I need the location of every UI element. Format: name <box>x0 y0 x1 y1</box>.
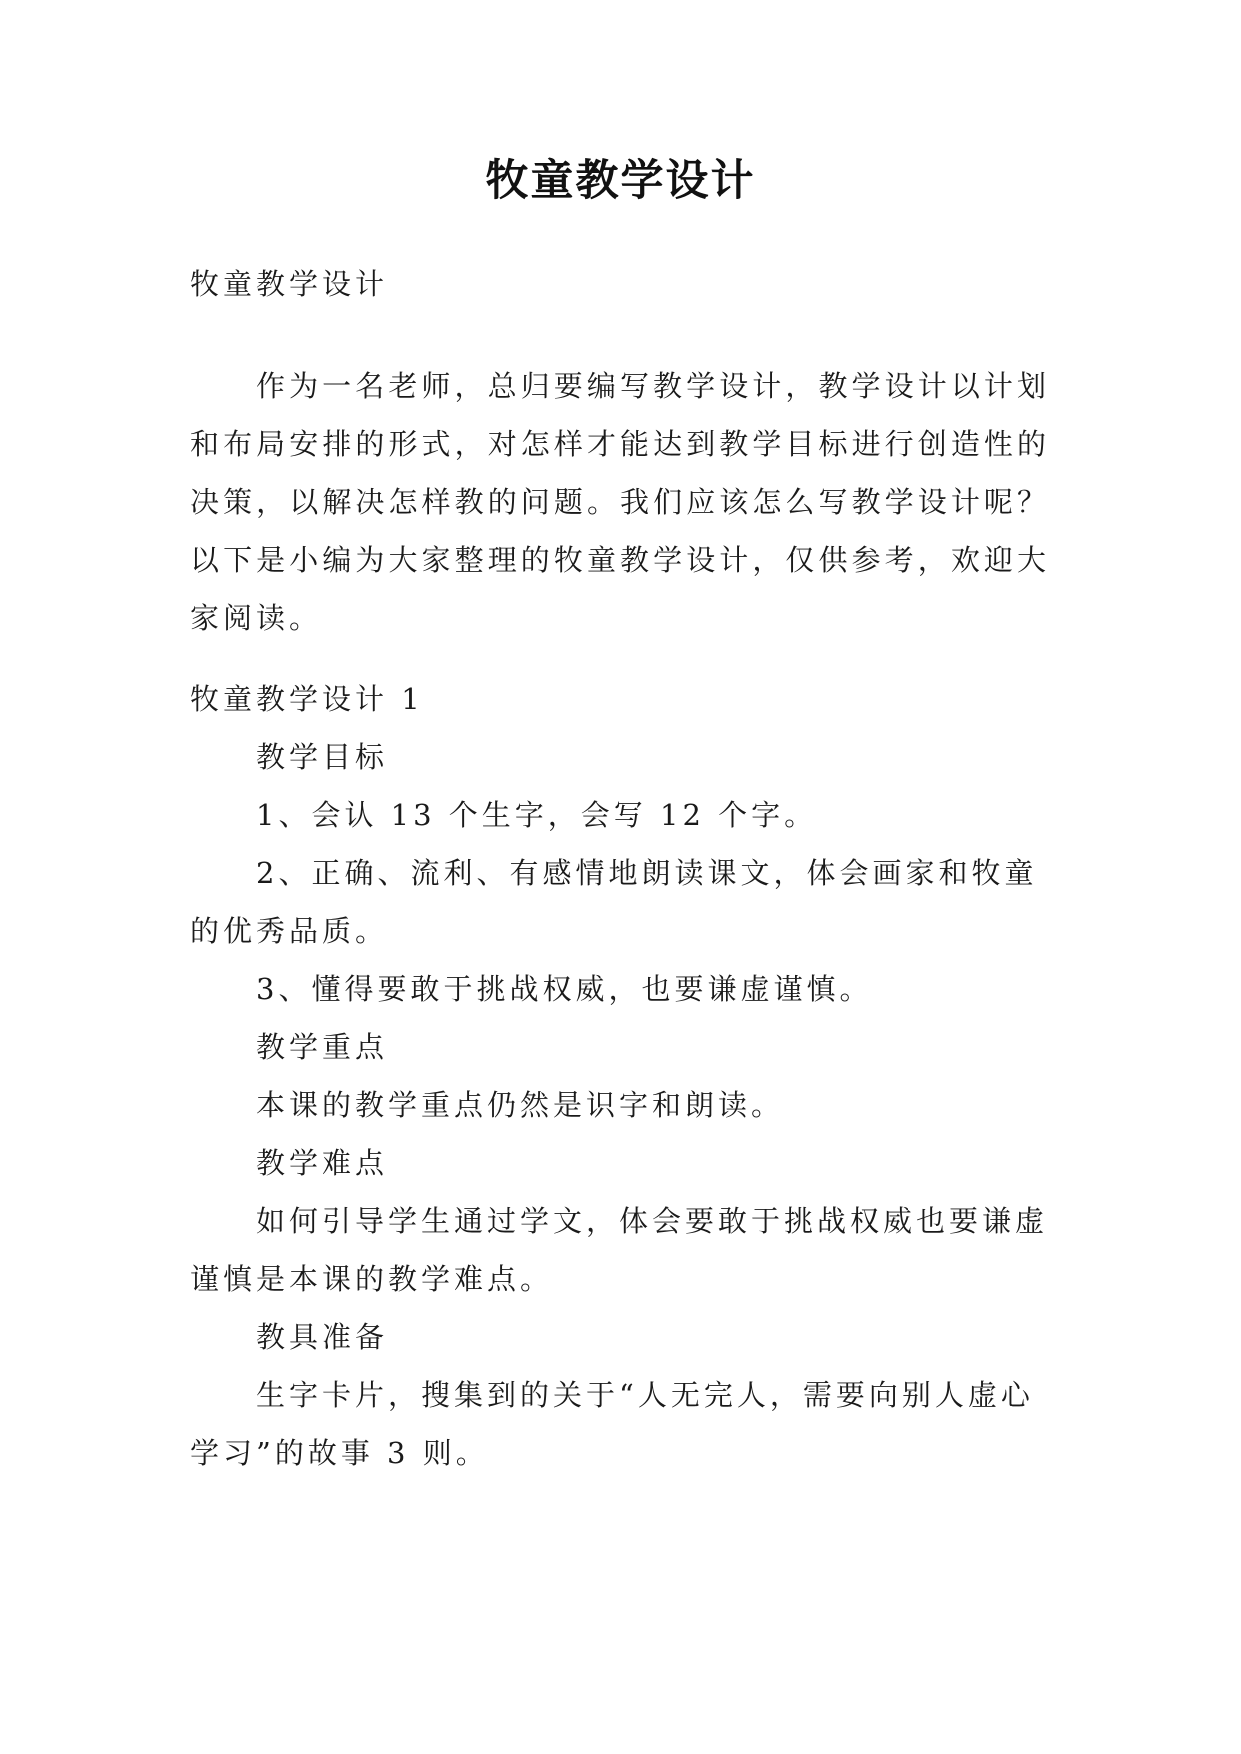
document-subtitle: 牧童教学设计 <box>190 267 389 301</box>
objective-item-3: 3、懂得要敢于挑战权威，也要谦虚谨慎。 <box>256 972 873 1006</box>
section-1 <box>190 670 1050 1482</box>
difficulty-heading: 教学难点 <box>256 1146 389 1180</box>
intro-paragraph: 作为一名老师，总归要编写教学设计，教学设计以计划和布局安排的形式，对怎样才能达到教学目标进行创造性的决策，以解决怎样教的问题。我们应该怎么写教学设计呢？以下是小编为大家整理的牧童教学设计，仅供参考，欢迎大家阅读。 <box>190 369 1050 635</box>
objective-item-1: 1、会认 13 个生字，会写 12 个字。 <box>256 798 818 832</box>
teaching-aids-text: 生字卡片，搜集到的关于“人无完人，需要向别人虚心学习”的故事 3 则。 <box>190 1378 1034 1470</box>
section-heading: 牧童教学设计 1 <box>190 682 424 716</box>
document-subtitle-block <box>190 255 1050 313</box>
key-points-text: 本课的教学重点仍然是识字和朗读。 <box>256 1088 785 1122</box>
teaching-aids-heading: 教具准备 <box>256 1320 389 1354</box>
document-title: 牧童教学设计 <box>485 156 756 206</box>
key-points-heading: 教学重点 <box>256 1030 389 1064</box>
objective-item-2: 2、正确、流利、有感情地朗读课文，体会画家和牧童的优秀品质。 <box>190 856 1038 948</box>
intro-block <box>190 357 1050 647</box>
objectives-heading: 教学目标 <box>256 740 389 774</box>
difficulty-text: 如何引导学生通过学文，体会要敢于挑战权威也要谦虚谨慎是本课的教学难点。 <box>190 1204 1049 1296</box>
